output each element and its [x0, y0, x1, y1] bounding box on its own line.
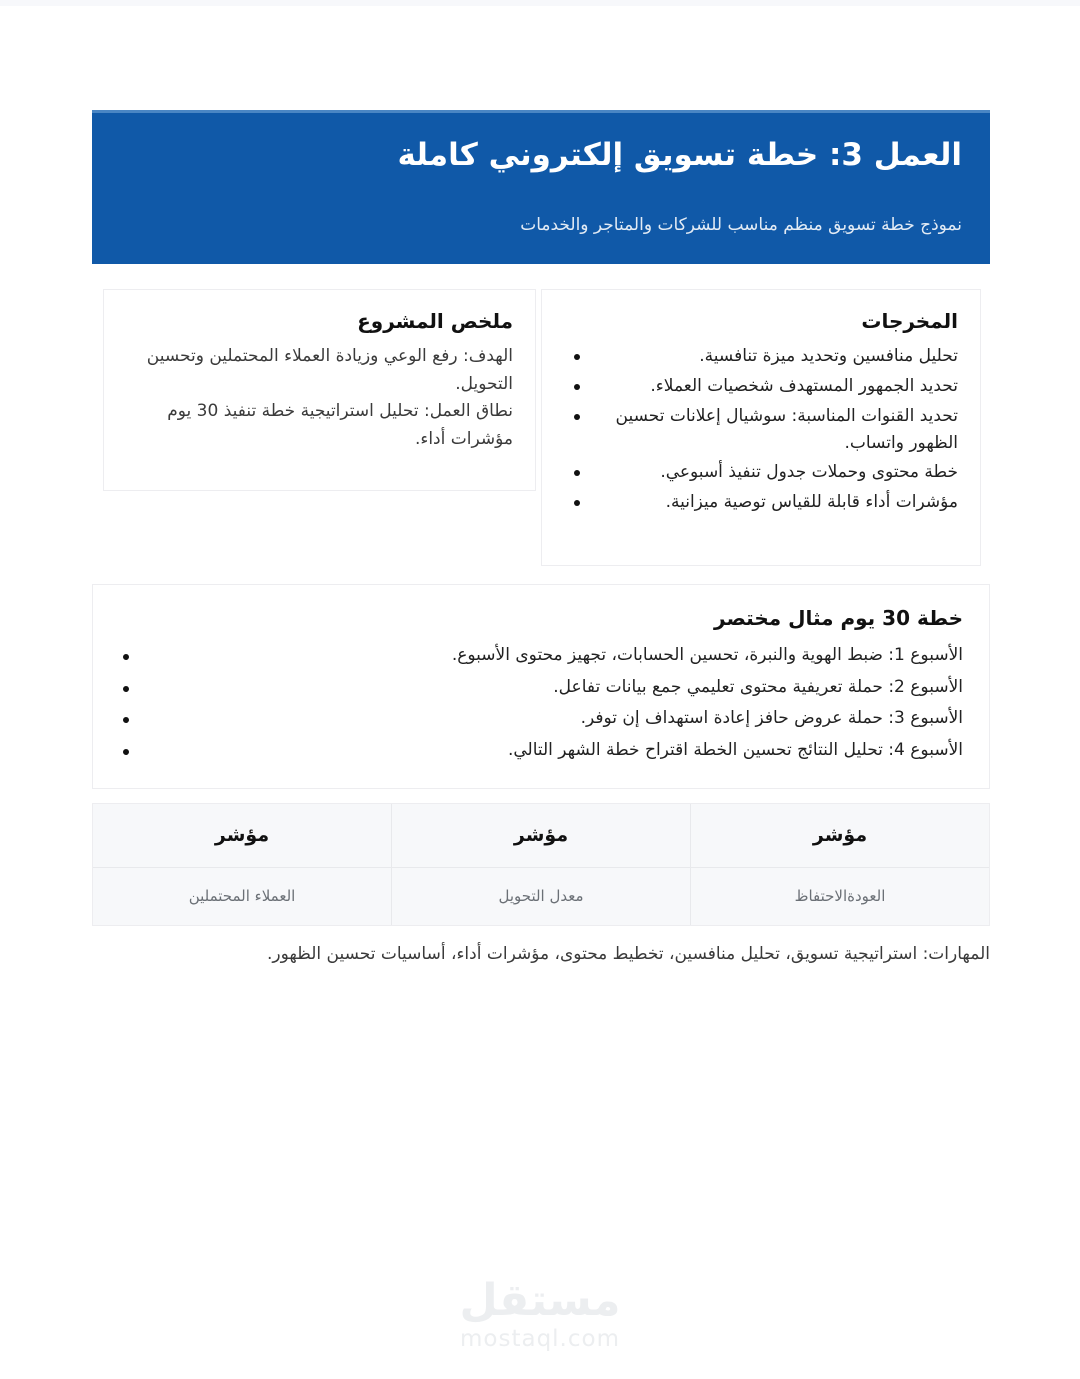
outputs-list [564, 343, 958, 516]
watermark-domain-text: mostaql.com [460, 1326, 620, 1353]
list-item-label: تحديد القنوات المناسبة: سوشيال إعلانات تحسين الظهور واتساب. [615, 405, 958, 453]
table-header-row [93, 804, 989, 868]
list-item-label: تحديد الجمهور المستهدف شخصيات العملاء. [650, 375, 958, 396]
bullet-icon [574, 470, 580, 476]
thirty-day-plan-title: خطة 30 يوم مثال مختصر [714, 606, 963, 630]
bullet-icon [574, 384, 580, 390]
watermark-arabic-logo: مستقل [459, 1275, 621, 1326]
document-header-banner [92, 110, 990, 264]
list-item-label: الأسبوع 2: حملة تعريفية محتوى تعليمي جمع بيانات تفاعل. [553, 676, 963, 697]
bullet-icon [123, 749, 129, 755]
list-item-label: مؤشرات أداء قابلة للقياس توصية ميزانية. [665, 492, 958, 513]
project-summary-card [103, 289, 536, 491]
project-summary-goal: الهدف: رفع الوعي وزيادة العملاء المحتملين وتحسين التحويل. [146, 346, 513, 394]
bullet-icon [574, 414, 580, 420]
bullet-icon [574, 500, 580, 506]
bullet-icon [123, 654, 129, 660]
list-item [564, 459, 958, 486]
table-cell: معدل التحويل [392, 868, 691, 925]
list-item [564, 343, 958, 370]
mostaql-watermark [0, 1275, 1080, 1353]
thirty-day-plan-card [92, 584, 990, 789]
bullet-icon [123, 686, 129, 692]
bullet-icon [574, 354, 580, 360]
list-item-label: الأسبوع 1: ضبط الهوية والنبرة، تحسين الحسابات، تجهيز محتوى الأسبوع. [451, 645, 963, 665]
list-item-label: الأسبوع 3: حملة عروض حافز إعادة استهداف إن توفر. [580, 708, 963, 729]
list-item [119, 674, 963, 702]
document-sheet [0, 6, 1080, 1379]
list-item [564, 403, 958, 457]
kpi-table [92, 803, 990, 926]
table-cell: العودةالاحتفاظ [794, 887, 886, 906]
outputs-card [541, 289, 981, 566]
list-item-label: تحليل منافسين وتحديد ميزة تنافسية. [699, 346, 958, 366]
list-item [564, 489, 958, 516]
list-item [564, 373, 958, 400]
page-title: العمل 3: خطة تسويق إلكتروني كاملة [397, 137, 962, 173]
thirty-day-plan-list [119, 642, 963, 764]
outputs-title: المخرجات [861, 309, 958, 333]
bullet-icon [123, 717, 129, 723]
list-item [119, 642, 963, 670]
table-cell: العملاء المحتملين [93, 868, 392, 925]
skills-line: المهارات: استراتيجية تسويق، تحليل منافسين، تخطيط محتوى، مؤشرات أداء، أساسيات تحسين الظهور. [267, 944, 990, 964]
table-column-header: مؤشر [392, 804, 691, 867]
header-top-hairline [92, 110, 990, 113]
table-column-header: مؤشر [812, 824, 868, 847]
project-summary-title: ملخص المشروع [357, 309, 513, 333]
list-item [119, 737, 963, 765]
list-item-label: الأسبوع 4: تحليل النتائج تحسين الخطة اقتراح خطة الشهر التالي. [507, 739, 963, 760]
list-item [119, 705, 963, 733]
table-column-header: مؤشر [93, 804, 392, 867]
table-row [93, 868, 989, 925]
project-summary-scope: نطاق العمل: تحليل استراتيجية خطة تنفيذ 30 يوم مؤشرات أداء. [167, 401, 513, 449]
page-subtitle: نموذج خطة تسويق منظم مناسب للشركات والمتاجر والخدمات [520, 215, 962, 235]
list-item-label: خطة محتوى وحملات جدول تنفيذ أسبوعي. [660, 462, 958, 483]
